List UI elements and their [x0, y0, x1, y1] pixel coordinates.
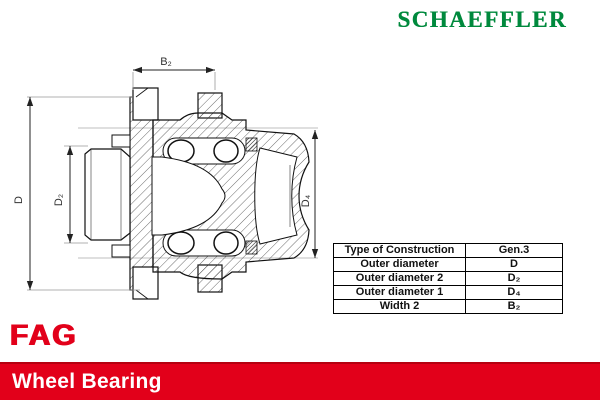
table-row	[334, 300, 563, 314]
bearing-ball	[214, 232, 238, 254]
row-value: D₂	[466, 272, 563, 286]
row-label: Outer diameter	[334, 258, 466, 272]
dimension-d2	[53, 146, 88, 243]
row-value: B₂	[466, 300, 563, 314]
row-value: D₄	[466, 286, 563, 300]
dim-label-d: D	[13, 196, 25, 204]
bearing-ball	[168, 232, 194, 254]
row-value: D	[466, 258, 563, 272]
table-row	[334, 286, 563, 300]
dim-label-d4: D₄	[300, 194, 312, 208]
flange-step-bottom	[112, 245, 130, 257]
hub-bearing-drawing	[0, 50, 340, 335]
spec-table	[333, 243, 563, 314]
cross-section-diagram	[0, 50, 340, 335]
row-label: Type of Construction	[334, 244, 466, 258]
fag-logo: FAG	[10, 319, 78, 352]
row-label: Width 2	[334, 300, 466, 314]
dim-label-d2: D₂	[53, 193, 65, 207]
row-label: Outer diameter 1	[334, 286, 466, 300]
product-title: Wheel Bearing	[12, 370, 162, 393]
row-label: Outer diameter 2	[334, 272, 466, 286]
footer-bar	[0, 362, 600, 400]
table-row	[334, 258, 563, 272]
flange-step-top	[112, 135, 130, 147]
table-row	[334, 272, 563, 286]
schaeffler-logo: SCHAEFFLER	[397, 7, 567, 32]
dimension-b2	[133, 56, 215, 90]
wheel-flange	[130, 97, 153, 290]
pilot-cylinder	[85, 149, 130, 240]
dim-label-b2: B₂	[160, 56, 172, 68]
bearing-seal	[246, 241, 257, 254]
bearing-seal	[246, 138, 257, 151]
row-value: Gen.3	[466, 244, 563, 258]
bolt-tab-top-left	[133, 88, 158, 120]
bearing-ball	[214, 140, 238, 162]
table-row	[334, 244, 563, 258]
outer-ring-bore	[255, 148, 297, 244]
